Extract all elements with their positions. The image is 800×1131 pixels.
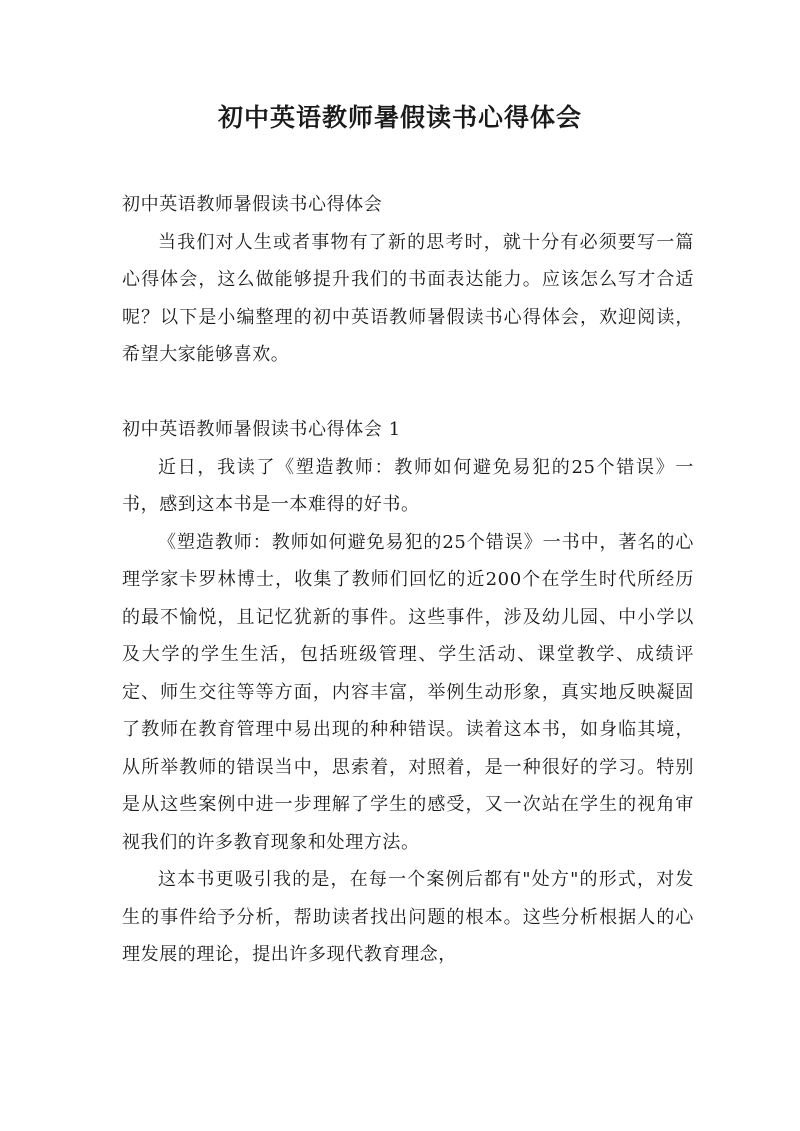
body-paragraph-3: 这本书更吸引我的是，在每一个案例后都有"处方"的形式，对发生的事件给予分析，帮助读者找出问题的根本。这些分析根据人的心理发展的理论，提出许多现代教育理念， [122,869,694,965]
body-paragraph-1: 近日，我读了《塑造教师：教师如何避免易犯的25个错误》一书，感到这本书是一本难得的好书。 [122,456,694,515]
paragraph-spacer [122,374,694,412]
section-heading: 初中英语教师暑假读书心得体会 1 [122,419,401,440]
intro-paragraph: 当我们对人生或者事物有了新的思考时，就十分有必须要写一篇心得体会，这么做能够提升我们的书面表达能力。应该怎么写才合适呢？以下是小编整理的初中英语教师暑假读书心得体会，欢迎阅读，希望大家能够喜欢。 [122,231,694,365]
document-body [122,186,694,974]
document-title: 初中英语教师暑假读书心得体会 [217,103,582,132]
document-subtitle: 初中英语教师暑假读书心得体会 [122,194,383,215]
body-paragraph-2: 《塑造教师：教师如何避免易犯的25个错误》一书中，著名的心理学家卡罗林博士，收集了教师们回忆的近200个在学生时代所经历的最不愉悦，且记忆犹新的事件。这些事件，涉及幼儿园、中小学以及大学的学生生活，包括班级管理、学生活动、课堂教学、成绩评定、师生交往等等方面，内容丰富，举例生动形象，真实地反映凝固了教师在教育管理中易出现的种种错误。读着这本书，如身临其境，从所举教师的错误当中，思索着，对照着，是一种很好的学习。特别是从这些案例中进一步理解了学生的感受，又一次站在学生的视角审视我们的许多教育现象和处理方法。 [122,531,695,853]
